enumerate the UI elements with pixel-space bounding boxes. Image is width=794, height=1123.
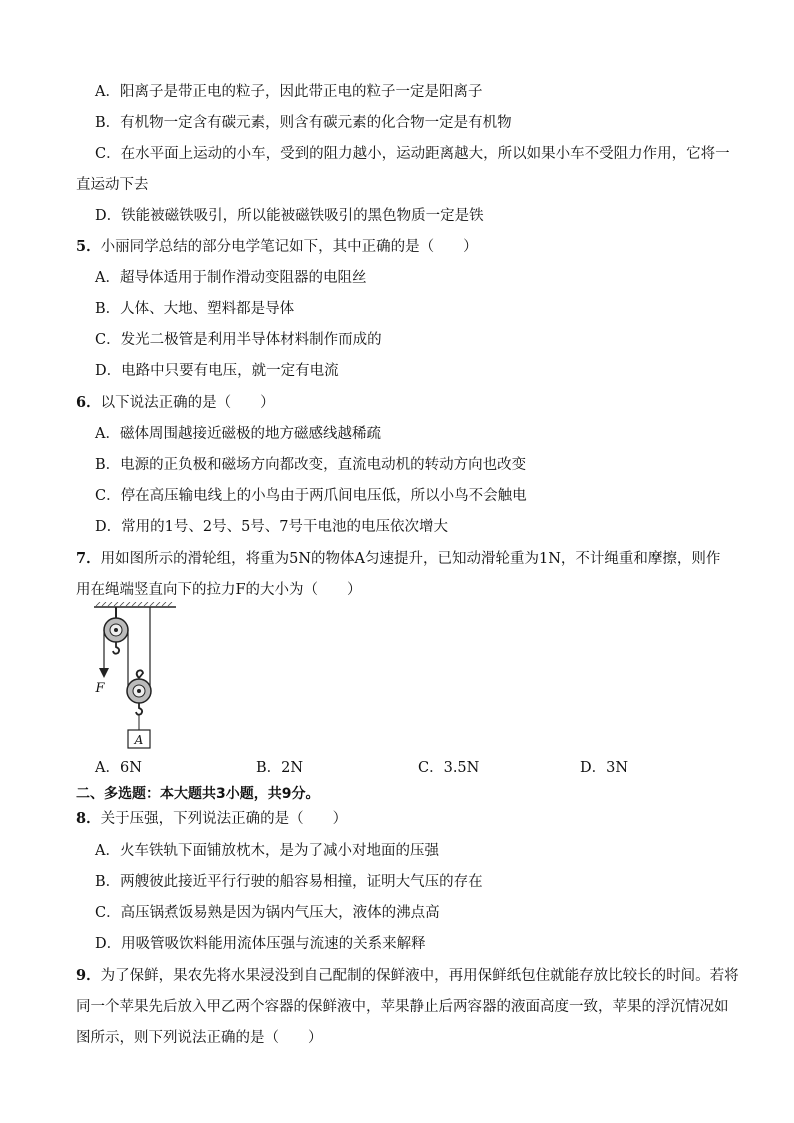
q5-option-a: A．超导体适用于制作滑动变阻器的电阻丝	[95, 270, 367, 286]
pulley-system-figure	[88, 602, 188, 752]
q4-option-b: B．有机物一定含有碳元素，则含有碳元素的化合物一定是有机物	[95, 115, 512, 131]
q6-option-d: D．常用的1号、2号、5号、7号干电池的电压依次增大	[95, 519, 449, 535]
question-6-stem: 以下说法正确的是（ ）	[100, 395, 275, 411]
section-heading: 二、多选题：本大题共3小题，共9分。	[76, 786, 320, 802]
force-label: F	[95, 681, 105, 696]
question-7	[76, 549, 720, 569]
question-5	[76, 237, 478, 257]
question-5-stem: 小丽同学总结的部分电学笔记如下，其中正确的是（ ）	[100, 239, 478, 255]
q5-option-d: D．电路中只要有电压，就一定有电流	[95, 363, 339, 379]
question-8-stem: 关于压强，下列说法正确的是（ ）	[100, 811, 348, 827]
force-arrow	[99, 668, 109, 678]
question-9-stem-line2: 同一个苹果先后放入甲乙两个容器的保鲜液中，苹果静止后两容器的液面高度一致，苹果的浮沉情况如	[76, 999, 729, 1015]
block-label: A	[134, 733, 144, 747]
question-8-number: 8．	[76, 810, 101, 827]
q4-option-c: C．在水平面上运动的小车，受到的阻力越小，运动距离越大，所以如果小车不受阻力作用，它将一	[95, 146, 730, 162]
q7-choice-c: C．3.5N	[418, 760, 480, 776]
q8-option-c: C．高压锅煮饭易熟是因为锅内气压大，液体的沸点高	[95, 905, 440, 921]
question-5-number: 5．	[76, 238, 101, 255]
q4-option-c-continued: 直运动下去	[76, 177, 149, 193]
question-9-stem-line3: 图所示，则下列说法正确的是（ ）	[76, 1030, 323, 1046]
q7-choice-b: B．2N	[256, 760, 304, 776]
question-7-number: 7．	[76, 550, 101, 567]
question-9-number: 9．	[76, 967, 101, 984]
q8-option-b: B．两艘彼此接近平行行驶的船容易相撞，证明大气压的存在	[95, 874, 483, 890]
q4-option-a: A．阳离子是带正电的粒子，因此带正电的粒子一定是阳离子	[95, 84, 483, 100]
question-6-number: 6．	[76, 394, 101, 411]
q8-option-d: D．用吸管吸饮料能用流体压强与流速的关系来解释	[95, 936, 426, 952]
q7-choice-d: D．3N	[580, 760, 629, 776]
q4-option-d: D．铁能被磁铁吸引，所以能被磁铁吸引的黑色物质一定是铁	[95, 208, 484, 224]
q6-option-a: A．磁体周围越接近磁极的地方磁感线越稀疏	[95, 426, 381, 442]
question-8	[76, 809, 347, 829]
q6-option-b: B．电源的正负极和磁场方向都改变，直流电动机的转动方向也改变	[95, 457, 527, 473]
q5-option-b: B．人体、大地、塑料都是导体	[95, 301, 295, 317]
question-9	[76, 966, 739, 986]
question-6	[76, 393, 275, 413]
q8-option-a: A．火车铁轨下面铺放枕木，是为了减小对地面的压强	[95, 843, 439, 859]
q6-option-c: C．停在高压输电线上的小鸟由于两爪间电压低，所以小鸟不会触电	[95, 488, 527, 504]
question-7-stem-line1: 用如图所示的滑轮组，将重为5N的物体A匀速提升，已知动滑轮重为1N，不计绳重和摩擦，则作	[100, 551, 721, 567]
q5-option-c: C．发光二极管是利用半导体材料制作而成的	[95, 332, 382, 348]
q7-choice-a: A．6N	[95, 760, 142, 776]
question-9-stem-line1: 为了保鲜，果农先将水果浸没到自己配制的保鲜液中，再用保鲜纸包住就能存放比较长的时间。若将	[100, 968, 739, 984]
question-7-stem-line2: 用在绳端竖直向下的拉力F的大小为（ ）	[76, 582, 362, 598]
